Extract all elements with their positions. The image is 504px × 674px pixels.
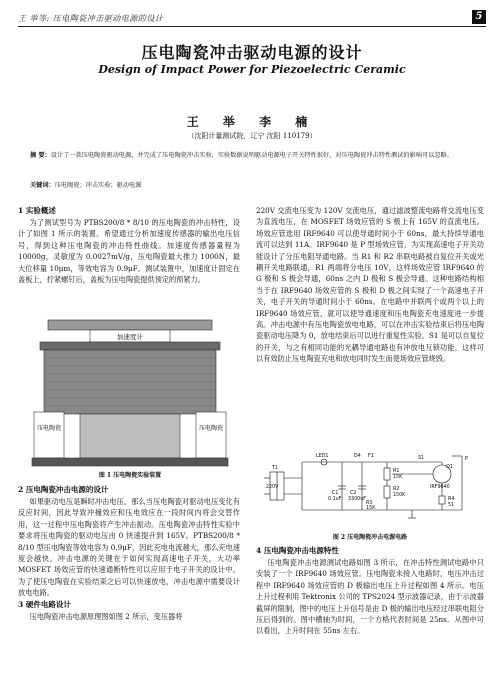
keywords-label: 关键词：	[30, 182, 55, 189]
r2-value: 150K	[393, 493, 406, 498]
r4-value: 51	[448, 503, 455, 508]
c1-label: C1	[332, 491, 339, 496]
base-plate	[32, 458, 228, 466]
section-4-paragraph: 压电陶瓷冲击电源测试电路如图 3 所示，在冲击特性测试电路中只安装了一个 IRF9640 场效应管。压电陶瓷未接入电路时，电压冲击过程中 IRF9640 场效应管的 D 极输出电压上升过程如图 4 所示。电压上升过程利用 Tektronix 公司的 TPS2024 型示波器记录，由于示波器截屏的限制，图中的电压上升信号是由 D 极的输出电压经过串联电阻分压后得到的。图中横轴为时间，一个方格代表时间是 25ns。从图中可以看出，上升时间在 55ns 左右。	[256, 558, 484, 636]
figure-1-caption: 图 1 压电陶瓷实验装置	[98, 472, 162, 479]
left-column-bottom	[18, 484, 240, 622]
page-number: 5	[472, 10, 486, 24]
section-1-paragraph: 为了测试型号为 PTBS200/8 * 8/10 的压电陶瓷的冲击特性，设计了如图 1 所示的装置。希望通过分析加速度传感器的输出电压信号，得到这种压电陶瓷的冲击特性曲线。加速度传感器量程为 10000g，灵敏度为 0.0027mV/g，压电陶瓷最大推力 1000N，最大位移量 10μm，等效电容为 0.9μF。测试装置中，加速度计固定在盖板上，拧紧螺钉后，盖板为压电陶瓷提供预定的预紧力。	[18, 218, 240, 285]
keywords-text: 压电陶瓷；冲击实验；驱动电源	[54, 182, 142, 189]
v220-label: 220V	[266, 485, 279, 490]
section-1-heading: 1 实验概述	[18, 206, 56, 215]
piezo-left-label: 压电陶瓷	[36, 425, 62, 432]
title-english: Design of Impact Power for Piezoelectric Ceramic	[98, 63, 406, 76]
s1-label: S1	[418, 456, 425, 461]
q1-label: Q1	[446, 465, 453, 470]
r1-label: R1	[393, 469, 400, 474]
affiliation: （沈阳计量测试院，辽宁 沈阳 110179）	[187, 132, 317, 140]
top-cap	[48, 320, 212, 330]
r1-symbol	[384, 468, 390, 480]
section-2-paragraph: 如果驱动电压是瞬时冲击电压，那么当压电陶瓷对驱动电压变化有反应时间，因此导致冲撞效应和压电效应在一段时间内将会交替作用，这一过程中压电陶瓷将产生冲击振动。压电陶瓷冲击特性实验中要求将压电陶瓷的驱动电压由 0 快速提升到 165V。PTBS200/8 * 8/10 型压电陶瓷等效电容为 0.9μF，因此充电电流越大，那么充电速度会越快。冲击电源的关键在于如何实现高速电子开关，大功率 MOSFET 场效应管的快速通断特性可以应用于电子开关的设计中。为了使压电陶瓷在实验结束之后可以快速放电，冲击电源中需要设计放电电路。	[18, 497, 240, 598]
keywords	[30, 180, 476, 189]
c2-label: C2	[350, 491, 357, 496]
piezo-right-box	[196, 412, 226, 458]
r2-symbol	[384, 486, 390, 498]
r2-label: R2	[393, 487, 400, 492]
abstract-text: 设计了一款压电陶瓷驱动电源，并完成了压电陶瓷冲击实验，实验数据说明驱动电源电子开关特性很好，对压电陶瓷冲击特性测试的影响可以忽略。	[50, 152, 453, 159]
title-chinese: 压电陶瓷冲击驱动电源的设计	[141, 43, 363, 62]
d4-label: D4	[354, 454, 361, 459]
authors: 王 举 李 楠	[186, 115, 318, 129]
c2-value: 3300uF	[348, 497, 367, 502]
figure-1-apparatus	[30, 318, 230, 468]
cover-plate	[40, 342, 220, 350]
piezo-stack	[80, 414, 180, 458]
piezo-right-label: 压电陶瓷	[198, 425, 224, 432]
right-column-top	[256, 205, 484, 365]
r3-value: 15K	[366, 506, 376, 511]
c1-value: 0.1uF	[328, 497, 342, 502]
r1-value: 15K	[393, 475, 403, 480]
section-4-heading: 4 压电陶瓷冲击电源特性	[256, 546, 339, 555]
section-2-heading: 2 压电陶瓷冲击电源的设计	[18, 485, 109, 494]
running-header	[18, 10, 486, 27]
r4-label: R4	[448, 497, 455, 502]
figure-2-caption: 图 2 压电陶瓷冲击电源电路	[332, 534, 408, 541]
piezo-left-box	[34, 412, 64, 458]
abstract	[30, 151, 476, 161]
abstract-label: 摘 要：	[30, 152, 51, 159]
t1-label: T1	[272, 466, 278, 471]
running-title: 王 举等: 压电陶瓷冲击驱动电源的设计	[18, 14, 164, 23]
right-column-bottom	[256, 545, 484, 637]
circuit-description-paragraph: 220V 交流电压变为 120V 交流电压，通过滤波整流电路将交流电压变为直流电压，在 MOSFET 场效应管的 S 极上有 165V 的直流电压。场效应管选用 IRF9640 可以使导通时间小于 60ns，最大持续导通电流可以达到 11A。IRF9640 是 P 型场效应管，为实现高速电子开关功能设计了分压电阻导通电路。当 R1 和 R2 串联电路被自复位开关或光耦开关电路联通，R1 两端将分电压 10V，这样场效应管 IRF9640 的 G 极和 S 极会导通，60ns 之内 D 极和 S 极会导通。这种电路结构相当于在 IRF9640 场效应管的 S 极和 D 极之间实现了一个高速电子开关，电子开关的导通时间小于 60ns。在电路中并联两个或两个以上的 IRF9640 场效应管，就可以使导通速度和压电陶瓷充电速度进一步提高。冲击电源中有压电陶瓷放电电路，可以在冲击实验结束后将压电陶瓷驱动电压降为 0，放电结束后可以进行重复性实验。S1 是可以自复位的开关，与之有相同功能的光耦导通电路也有冲放电互锁功能，这样可以有效防止压电陶瓷充电和放电同时发生而使场效应管烧毁。	[256, 206, 484, 364]
section-3-heading: 3 硬件电路设计	[18, 599, 71, 609]
left-column-top	[18, 205, 240, 285]
accelerometer-label: 加速度计	[117, 333, 143, 341]
q1-value: IRF9640	[430, 485, 450, 490]
r3-label: R3	[366, 501, 373, 506]
led1-label: LED1	[316, 454, 329, 459]
section-3-paragraph: 压电陶瓷冲击电源原理图如图 2 所示，变压器将	[29, 611, 183, 621]
p-label: P	[465, 457, 468, 462]
figure-2-circuit	[262, 448, 482, 530]
f1-label: F1	[368, 454, 374, 459]
r4-symbol	[439, 496, 445, 504]
